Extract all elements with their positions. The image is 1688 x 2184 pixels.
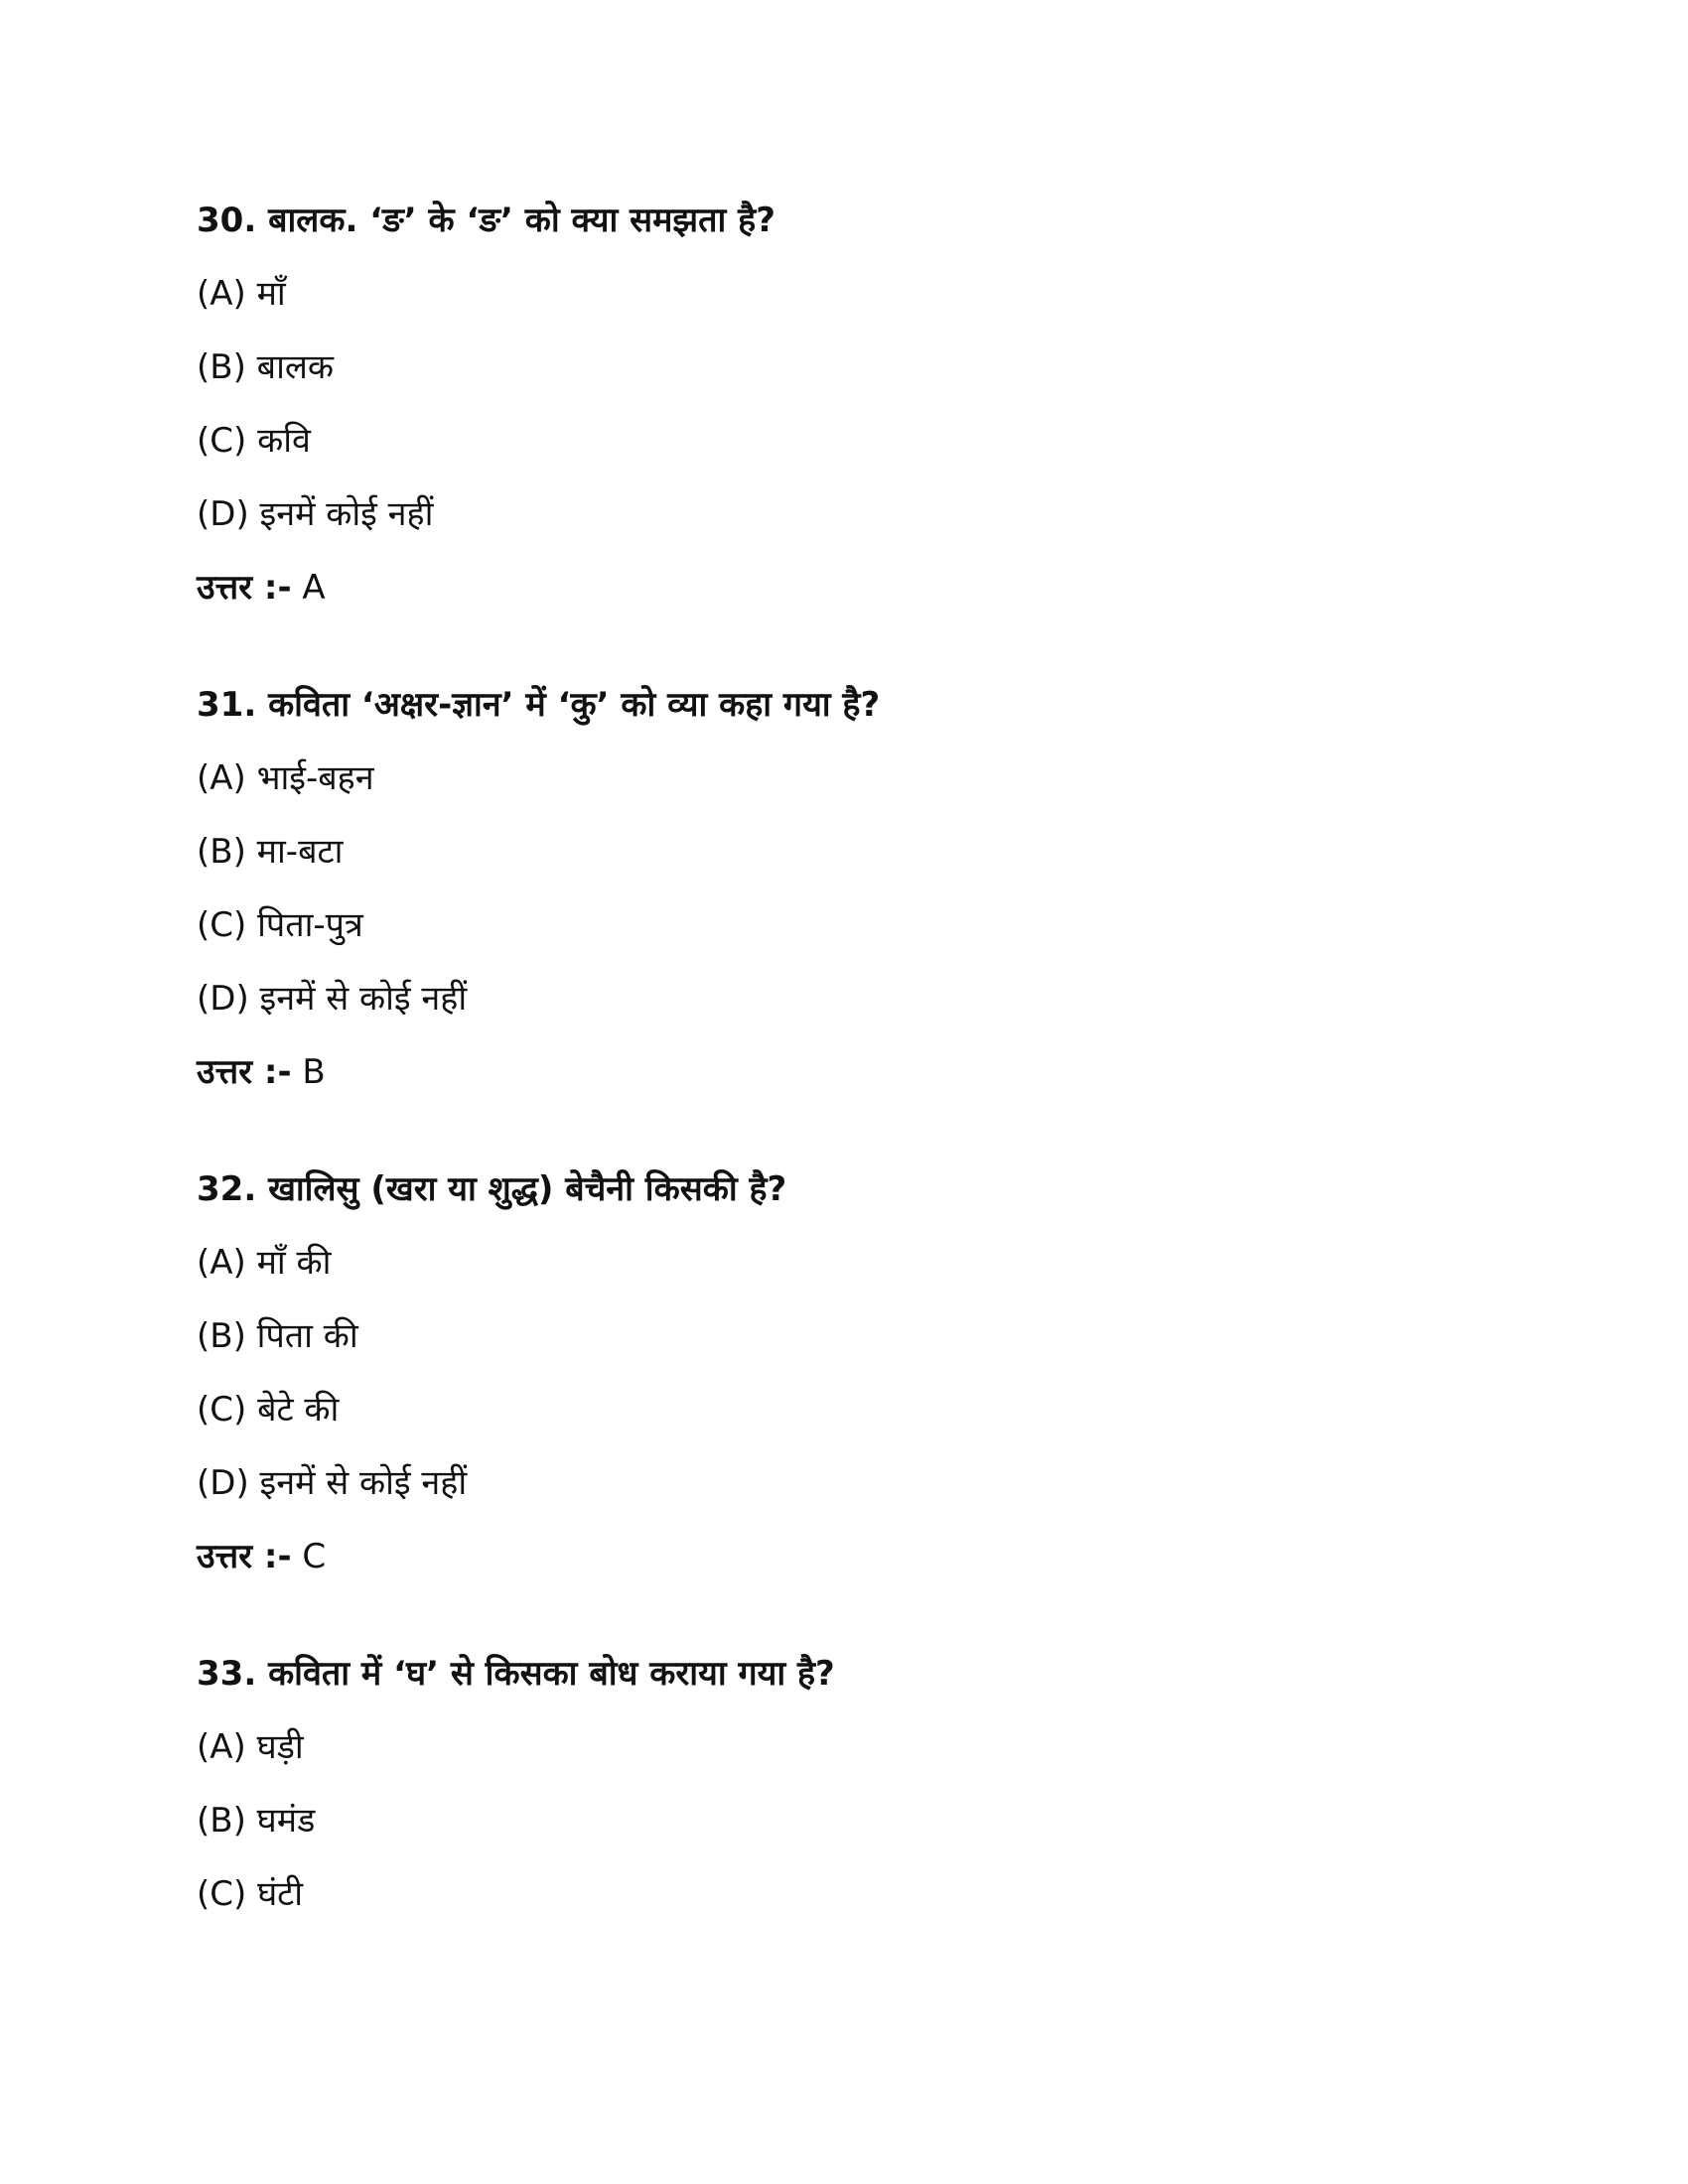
question-title: 32. खालिसु (खरा या शुद्ध) बेचैनी किसकी है? — [197, 1169, 787, 1209]
option-b: (B) मा-बटा — [197, 832, 344, 872]
option-a: (A) माँ की — [197, 1243, 332, 1283]
option-d: (D) इनमें से कोई नहीं — [197, 1463, 468, 1503]
answer-line — [197, 1535, 1487, 1578]
option-c: (C) घंटी — [197, 1874, 304, 1914]
option-b: (B) घमंड — [197, 1801, 316, 1841]
option-c: (C) बेटे की — [197, 1390, 340, 1430]
question-title: 30. बालक. ‘ङ’ के ‘ङ’ को क्या समझता है? — [197, 201, 775, 240]
option-a: (A) माँ — [197, 274, 286, 314]
option-c: (C) पिता-पुत्र — [197, 905, 363, 945]
answer-label: उत्तर :- — [197, 568, 292, 608]
answer-label: उत्तर :- — [197, 1052, 292, 1092]
question-title: 33. कविता में ‘घ’ से किसका बोध कराया गया है? — [197, 1654, 835, 1694]
answer-value: B — [302, 1052, 326, 1092]
option-c: (C) कवि — [197, 421, 311, 461]
question-30 — [197, 199, 1487, 610]
answer-label: उत्तर :- — [197, 1537, 292, 1576]
option-d: (D) इनमें कोई नहीं — [197, 494, 434, 534]
option-b: (B) बालक — [197, 347, 335, 387]
option-b: (B) पिता की — [197, 1316, 358, 1356]
question-title: 31. कविता ‘अक्षर-ज्ञान’ में ‘कु’ को व्या कहा गया है? — [197, 685, 881, 725]
question-31 — [197, 683, 1487, 1094]
answer-value: C — [302, 1537, 327, 1576]
answer-value: A — [302, 568, 326, 608]
option-d: (D) इनमें से कोई नहीं — [197, 979, 468, 1019]
question-32 — [197, 1167, 1487, 1578]
question-33 — [197, 1652, 1487, 1916]
option-a: (A) घड़ी — [197, 1727, 304, 1767]
answer-line — [197, 1050, 1487, 1094]
answer-line — [197, 566, 1487, 610]
option-a: (A) भाई-बहन — [197, 758, 374, 798]
